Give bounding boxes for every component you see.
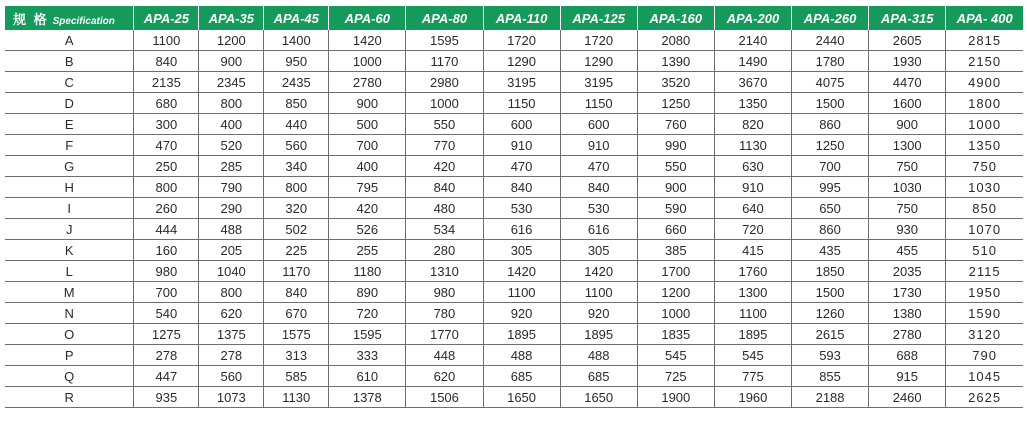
table-cell: 585	[264, 366, 329, 387]
table-cell: 205	[199, 240, 264, 261]
row-label: A	[5, 30, 134, 51]
table-cell: 440	[264, 114, 329, 135]
table-cell: 488	[560, 345, 637, 366]
table-cell: 1590	[946, 303, 1023, 324]
table-cell: 1700	[637, 261, 714, 282]
table-cell: 1930	[869, 51, 946, 72]
spec-table-container	[5, 6, 1023, 408]
table-cell: 760	[637, 114, 714, 135]
table-cell: 1100	[714, 303, 791, 324]
table-cell: 3520	[637, 72, 714, 93]
table-cell: 775	[714, 366, 791, 387]
table-cell: 260	[134, 198, 199, 219]
table-cell: 2625	[946, 387, 1023, 408]
table-cell: 320	[264, 198, 329, 219]
table-cell: 1600	[869, 93, 946, 114]
table-cell: 1650	[560, 387, 637, 408]
table-cell: 1100	[134, 30, 199, 51]
table-cell: 1720	[483, 30, 560, 51]
table-cell: 980	[134, 261, 199, 282]
table-cell: 3195	[560, 72, 637, 93]
table-cell: 688	[869, 345, 946, 366]
table-cell: 600	[560, 114, 637, 135]
table-cell: 470	[483, 156, 560, 177]
table-cell: 1506	[406, 387, 483, 408]
table-cell: 444	[134, 219, 199, 240]
table-cell: 1420	[560, 261, 637, 282]
table-cell: 1300	[869, 135, 946, 156]
table-cell: 1170	[406, 51, 483, 72]
table-cell: 560	[199, 366, 264, 387]
model-header: APA-35	[199, 6, 264, 30]
table-cell: 720	[329, 303, 406, 324]
table-cell: 4470	[869, 72, 946, 93]
table-cell: 530	[560, 198, 637, 219]
table-cell: 795	[329, 177, 406, 198]
table-cell: 550	[406, 114, 483, 135]
table-cell: 593	[792, 345, 869, 366]
row-label: C	[5, 72, 134, 93]
table-cell: 1770	[406, 324, 483, 345]
table-cell: 4900	[946, 72, 1023, 93]
table-cell: 950	[264, 51, 329, 72]
table-cell: 890	[329, 282, 406, 303]
table-cell: 1895	[560, 324, 637, 345]
table-cell: 300	[134, 114, 199, 135]
table-row	[5, 30, 1023, 51]
model-header: APA-110	[483, 6, 560, 30]
table-cell: 1420	[483, 261, 560, 282]
table-cell: 780	[406, 303, 483, 324]
table-cell: 800	[199, 93, 264, 114]
table-cell: 750	[946, 156, 1023, 177]
table-cell: 400	[329, 156, 406, 177]
table-row	[5, 219, 1023, 240]
table-cell: 3195	[483, 72, 560, 93]
table-cell: 160	[134, 240, 199, 261]
table-cell: 790	[946, 345, 1023, 366]
table-cell: 2115	[946, 261, 1023, 282]
table-cell: 1040	[199, 261, 264, 282]
row-label: K	[5, 240, 134, 261]
table-cell: 900	[329, 93, 406, 114]
table-cell: 1575	[264, 324, 329, 345]
model-header: APA-45	[264, 6, 329, 30]
table-cell: 280	[406, 240, 483, 261]
table-cell: 920	[560, 303, 637, 324]
table-cell: 750	[869, 156, 946, 177]
table-cell: 930	[869, 219, 946, 240]
table-cell: 520	[199, 135, 264, 156]
table-cell: 500	[329, 114, 406, 135]
table-cell: 610	[329, 366, 406, 387]
table-cell: 1300	[714, 282, 791, 303]
table-cell: 935	[134, 387, 199, 408]
table-cell: 680	[134, 93, 199, 114]
table-cell: 2980	[406, 72, 483, 93]
model-header: APA- 400	[946, 6, 1023, 30]
table-cell: 1000	[329, 51, 406, 72]
table-cell: 488	[483, 345, 560, 366]
table-cell: 2035	[869, 261, 946, 282]
row-label: N	[5, 303, 134, 324]
table-cell: 685	[483, 366, 560, 387]
row-label: J	[5, 219, 134, 240]
table-cell: 1895	[714, 324, 791, 345]
table-cell: 1595	[406, 30, 483, 51]
table-cell: 1378	[329, 387, 406, 408]
table-cell: 470	[134, 135, 199, 156]
table-cell: 1030	[869, 177, 946, 198]
table-cell: 900	[199, 51, 264, 72]
spec-header	[5, 6, 134, 30]
table-row	[5, 72, 1023, 93]
table-cell: 2605	[869, 30, 946, 51]
table-cell: 1895	[483, 324, 560, 345]
table-cell: 1350	[714, 93, 791, 114]
table-cell: 650	[792, 198, 869, 219]
table-cell: 840	[483, 177, 560, 198]
table-cell: 1250	[637, 93, 714, 114]
table-cell: 750	[869, 198, 946, 219]
model-header: APA-80	[406, 6, 483, 30]
model-header: APA-160	[637, 6, 714, 30]
table-cell: 840	[406, 177, 483, 198]
table-cell: 600	[483, 114, 560, 135]
table-cell: 2188	[792, 387, 869, 408]
table-cell: 1130	[714, 135, 791, 156]
table-cell: 860	[792, 219, 869, 240]
table-cell: 660	[637, 219, 714, 240]
table-cell: 820	[714, 114, 791, 135]
table-cell: 1350	[946, 135, 1023, 156]
table-cell: 1310	[406, 261, 483, 282]
table-cell: 1250	[792, 135, 869, 156]
table-cell: 700	[792, 156, 869, 177]
table-cell: 860	[792, 114, 869, 135]
table-cell: 616	[560, 219, 637, 240]
table-row	[5, 324, 1023, 345]
table-cell: 910	[714, 177, 791, 198]
table-cell: 1780	[792, 51, 869, 72]
table-cell: 1030	[946, 177, 1023, 198]
table-cell: 630	[714, 156, 791, 177]
table-cell: 415	[714, 240, 791, 261]
table-row	[5, 114, 1023, 135]
table-row	[5, 135, 1023, 156]
table-cell: 385	[637, 240, 714, 261]
table-cell: 995	[792, 177, 869, 198]
table-cell: 1760	[714, 261, 791, 282]
table-cell: 725	[637, 366, 714, 387]
row-label: G	[5, 156, 134, 177]
model-header: APA-315	[869, 6, 946, 30]
table-cell: 1800	[946, 93, 1023, 114]
table-cell: 1100	[483, 282, 560, 303]
table-cell: 800	[199, 282, 264, 303]
table-cell: 1400	[264, 30, 329, 51]
table-cell: 2345	[199, 72, 264, 93]
table-cell: 1275	[134, 324, 199, 345]
table-cell: 1490	[714, 51, 791, 72]
table-cell: 2460	[869, 387, 946, 408]
table-cell: 670	[264, 303, 329, 324]
table-cell: 1290	[560, 51, 637, 72]
table-cell: 850	[946, 198, 1023, 219]
table-cell: 1380	[869, 303, 946, 324]
table-cell: 700	[329, 135, 406, 156]
table-cell: 640	[714, 198, 791, 219]
table-cell: 340	[264, 156, 329, 177]
table-cell: 1073	[199, 387, 264, 408]
table-cell: 2150	[946, 51, 1023, 72]
table-cell: 1000	[946, 114, 1023, 135]
table-cell: 980	[406, 282, 483, 303]
table-cell: 910	[483, 135, 560, 156]
header-row	[5, 6, 1023, 30]
table-cell: 1100	[560, 282, 637, 303]
table-cell: 840	[264, 282, 329, 303]
table-cell: 1850	[792, 261, 869, 282]
table-cell: 855	[792, 366, 869, 387]
table-cell: 1200	[637, 282, 714, 303]
table-cell: 313	[264, 345, 329, 366]
table-cell: 1950	[946, 282, 1023, 303]
table-cell: 1595	[329, 324, 406, 345]
row-label: Q	[5, 366, 134, 387]
table-row	[5, 93, 1023, 114]
table-cell: 1290	[483, 51, 560, 72]
model-header: APA-125	[560, 6, 637, 30]
table-cell: 1260	[792, 303, 869, 324]
table-cell: 1180	[329, 261, 406, 282]
table-cell: 790	[199, 177, 264, 198]
table-cell: 800	[134, 177, 199, 198]
table-cell: 3120	[946, 324, 1023, 345]
table-cell: 420	[329, 198, 406, 219]
row-label: B	[5, 51, 134, 72]
table-cell: 250	[134, 156, 199, 177]
table-row	[5, 240, 1023, 261]
table-cell: 2135	[134, 72, 199, 93]
spec-label-en: Specification	[52, 15, 115, 27]
table-cell: 400	[199, 114, 264, 135]
table-cell: 915	[869, 366, 946, 387]
model-header: APA-260	[792, 6, 869, 30]
table-cell: 590	[637, 198, 714, 219]
table-cell: 225	[264, 240, 329, 261]
table-cell: 545	[637, 345, 714, 366]
row-label: P	[5, 345, 134, 366]
table-cell: 1150	[483, 93, 560, 114]
table-cell: 2080	[637, 30, 714, 51]
table-cell: 333	[329, 345, 406, 366]
table-row	[5, 51, 1023, 72]
table-cell: 620	[199, 303, 264, 324]
table-cell: 1730	[869, 282, 946, 303]
table-cell: 530	[483, 198, 560, 219]
table-cell: 1045	[946, 366, 1023, 387]
table-cell: 455	[869, 240, 946, 261]
row-label: D	[5, 93, 134, 114]
table-cell: 1130	[264, 387, 329, 408]
table-cell: 545	[714, 345, 791, 366]
table-cell: 534	[406, 219, 483, 240]
table-cell: 800	[264, 177, 329, 198]
table-cell: 502	[264, 219, 329, 240]
table-cell: 510	[946, 240, 1023, 261]
row-label: O	[5, 324, 134, 345]
model-header: APA-60	[329, 6, 406, 30]
table-cell: 447	[134, 366, 199, 387]
table-cell: 920	[483, 303, 560, 324]
spec-label-cn: 规 格	[13, 11, 49, 27]
table-row	[5, 261, 1023, 282]
table-cell: 2780	[869, 324, 946, 345]
table-cell: 480	[406, 198, 483, 219]
row-label: E	[5, 114, 134, 135]
table-cell: 1500	[792, 93, 869, 114]
row-label: M	[5, 282, 134, 303]
table-cell: 616	[483, 219, 560, 240]
table-body	[5, 30, 1023, 408]
table-cell: 526	[329, 219, 406, 240]
table-cell: 1170	[264, 261, 329, 282]
row-label: L	[5, 261, 134, 282]
table-cell: 435	[792, 240, 869, 261]
table-cell: 1150	[560, 93, 637, 114]
table-cell: 900	[637, 177, 714, 198]
table-cell: 1375	[199, 324, 264, 345]
table-row	[5, 177, 1023, 198]
table-cell: 540	[134, 303, 199, 324]
table-cell: 1500	[792, 282, 869, 303]
table-cell: 290	[199, 198, 264, 219]
table-cell: 1650	[483, 387, 560, 408]
table-cell: 278	[199, 345, 264, 366]
table-cell: 1070	[946, 219, 1023, 240]
row-label: R	[5, 387, 134, 408]
model-header: APA-25	[134, 6, 199, 30]
table-cell: 560	[264, 135, 329, 156]
table-cell: 550	[637, 156, 714, 177]
table-cell: 4075	[792, 72, 869, 93]
table-cell: 910	[560, 135, 637, 156]
table-row	[5, 156, 1023, 177]
table-cell: 305	[560, 240, 637, 261]
table-cell: 2780	[329, 72, 406, 93]
table-cell: 1835	[637, 324, 714, 345]
table-cell: 685	[560, 366, 637, 387]
table-cell: 1000	[406, 93, 483, 114]
table-row	[5, 282, 1023, 303]
table-cell: 770	[406, 135, 483, 156]
model-header: APA-200	[714, 6, 791, 30]
table-cell: 470	[560, 156, 637, 177]
table-row	[5, 387, 1023, 408]
table-row	[5, 303, 1023, 324]
table-cell: 850	[264, 93, 329, 114]
table-cell: 700	[134, 282, 199, 303]
table-cell: 840	[134, 51, 199, 72]
table-cell: 1420	[329, 30, 406, 51]
table-cell: 420	[406, 156, 483, 177]
table-cell: 2440	[792, 30, 869, 51]
table-cell: 720	[714, 219, 791, 240]
table-cell: 2815	[946, 30, 1023, 51]
table-cell: 900	[869, 114, 946, 135]
row-label: F	[5, 135, 134, 156]
table-row	[5, 366, 1023, 387]
table-cell: 1720	[560, 30, 637, 51]
table-cell: 255	[329, 240, 406, 261]
table-cell: 1390	[637, 51, 714, 72]
table-cell: 285	[199, 156, 264, 177]
row-label: I	[5, 198, 134, 219]
table-row	[5, 345, 1023, 366]
table-row	[5, 198, 1023, 219]
table-cell: 2615	[792, 324, 869, 345]
table-cell: 2140	[714, 30, 791, 51]
table-cell: 3670	[714, 72, 791, 93]
row-label: H	[5, 177, 134, 198]
table-cell: 1000	[637, 303, 714, 324]
table-cell: 840	[560, 177, 637, 198]
table-cell: 488	[199, 219, 264, 240]
table-cell: 278	[134, 345, 199, 366]
table-cell: 620	[406, 366, 483, 387]
table-cell: 305	[483, 240, 560, 261]
table-cell: 1960	[714, 387, 791, 408]
table-cell: 448	[406, 345, 483, 366]
table-cell: 990	[637, 135, 714, 156]
table-cell: 2435	[264, 72, 329, 93]
table-cell: 1900	[637, 387, 714, 408]
table-cell: 1200	[199, 30, 264, 51]
spec-table	[5, 6, 1023, 408]
